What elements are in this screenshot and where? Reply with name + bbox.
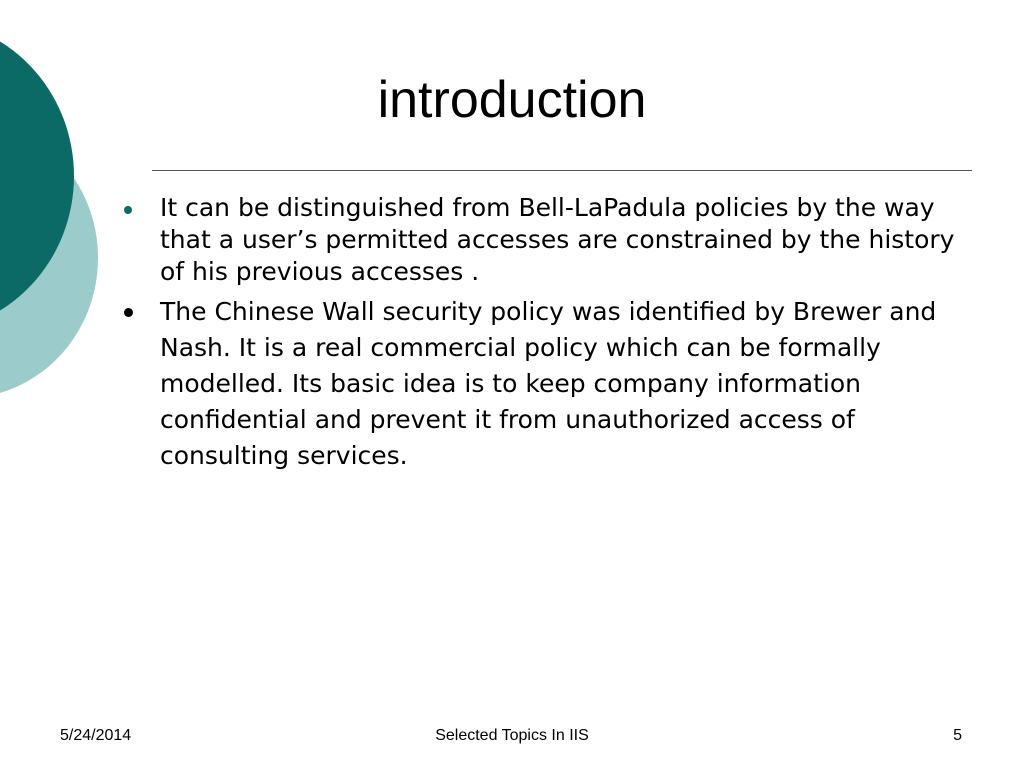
footer-date: 5/24/2014 [60, 727, 132, 744]
footer-title: Selected Topics In IIS [435, 727, 589, 744]
footer-page-number: 5 [953, 727, 962, 744]
bullet-text: The Chinese Wall security policy was identified by Brewer and Nash. It is a real commercial policy which can be formally modelled. Its basic idea is to keep company information confidential and prevent it from unauthorized access of consulting services. [160, 297, 937, 470]
title-divider [152, 170, 972, 171]
slide-title: introduction [377, 71, 647, 129]
bullet-list [118, 192, 984, 474]
bullet-item [118, 294, 984, 474]
bullet-dot-icon [124, 206, 132, 214]
bullet-dot-icon [124, 308, 133, 317]
bullet-item [118, 192, 984, 288]
bullet-text: It can be distinguished from Bell-LaPadula policies by the way that a user’s permitted accesses are constrained by the history of his previous accesses . [160, 193, 955, 286]
